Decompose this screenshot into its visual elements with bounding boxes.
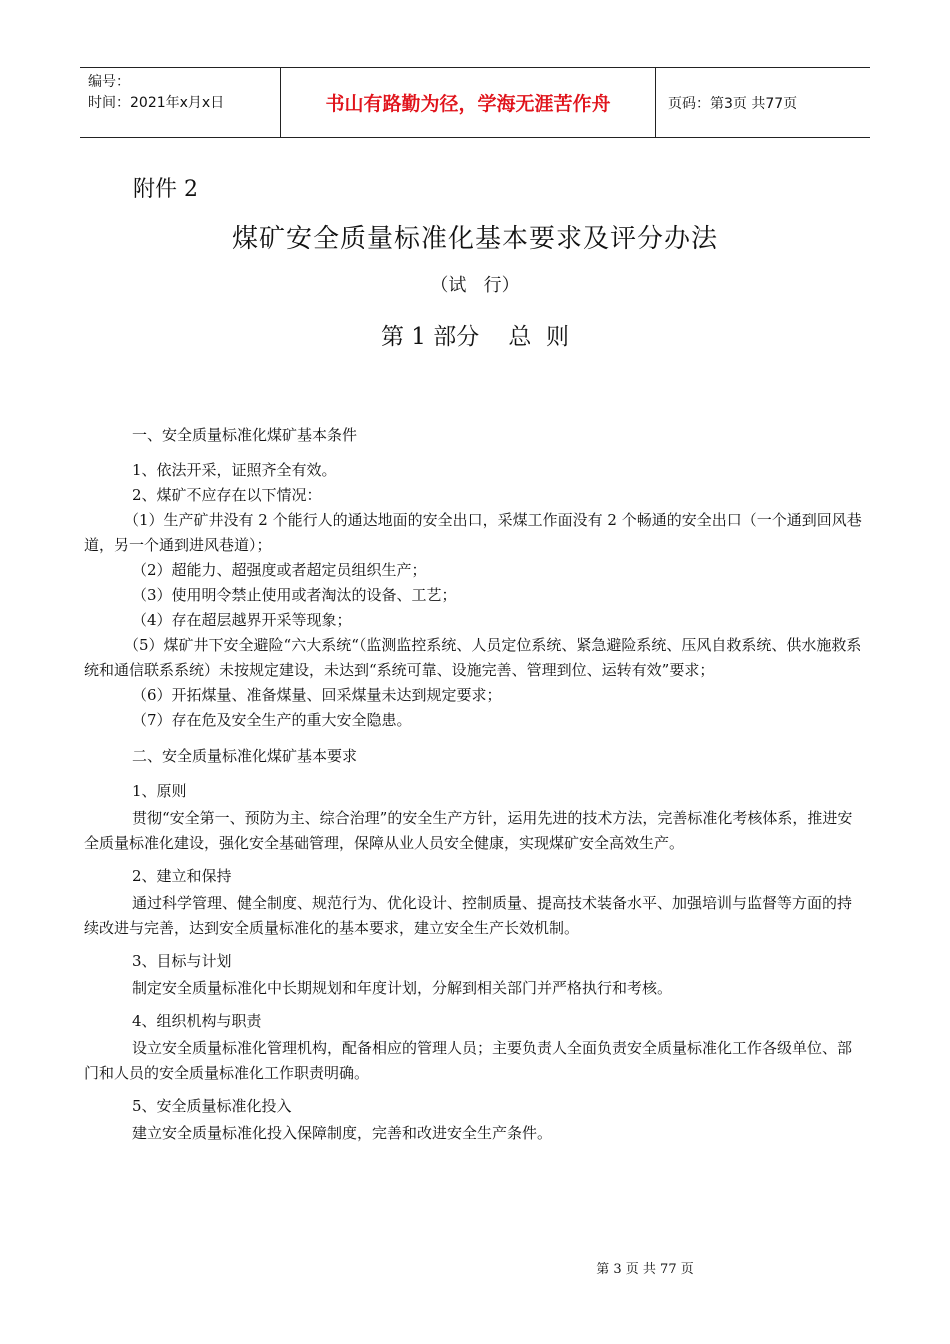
subsection-heading: 1、原则 xyxy=(132,782,187,800)
list-item: （6）开拓煤量、准备煤量、回采煤量未达到规定要求； xyxy=(132,686,502,704)
section-heading: 二、安全质量标准化煤矿基本要求 xyxy=(132,747,358,765)
header-page-info: 页码：第3页 共77页 xyxy=(668,95,798,112)
doc-number-label: 编号： xyxy=(88,74,130,90)
subsection-heading: 4、组织机构与职责 xyxy=(132,1012,262,1030)
list-item: （4）存在超层越界开采等现象； xyxy=(132,611,352,629)
list-item: （1）生产矿井没有 2 个能行人的通达地面的安全出口，采煤工作面没有 2 个畅通的安全出口（一个通到回风巷道，另一个通到进风巷道）； xyxy=(84,511,862,554)
list-item: 1、依法开采，证照齐全有效。 xyxy=(132,461,337,479)
list-item: （3）使用明令禁止使用或者淘汰的设备、工艺； xyxy=(132,586,457,604)
page-footer: 第 3 页 共 77 页 xyxy=(596,1262,694,1277)
part-title: 第 1 部分 总 则 xyxy=(380,324,570,350)
paragraph: 设立安全质量标准化管理机构，配备相应的管理人员；主要负责人全面负责安全质量标准化工作各级单位、部门和人员的安全质量标准化工作职责明确。 xyxy=(84,1039,853,1082)
attachment-label: 附件 2 xyxy=(133,177,198,202)
header-motto: 书山有路勤为径，学海无涯苦作舟 xyxy=(280,68,656,137)
paragraph: 制定安全质量标准化中长期规划和年度计划，分解到相关部门并严格执行和考核。 xyxy=(132,979,673,997)
subsection-heading: 5、安全质量标准化投入 xyxy=(132,1097,292,1115)
list-item: （7）存在危及安全生产的重大安全隐患。 xyxy=(132,711,412,729)
list-item: （2）超能力、超强度或者超定员组织生产； xyxy=(132,561,427,579)
document-body xyxy=(84,420,862,1146)
doc-time-label: 时间：2021年x月x日 xyxy=(88,95,225,111)
paragraph: 建立安全质量标准化投入保障制度，完善和改进安全生产条件。 xyxy=(132,1124,553,1142)
list-item: 2、煤矿不应存在以下情况： xyxy=(132,486,322,504)
list-item: （5）煤矿井下安全避险“六大系统“（监测监控系统、人员定位系统、紧急避险系统、压风自救系统、供水施救系统和通信联系系统）未按规定建设，未达到“系统可靠、设施完善、管理到位、运转有效”要求； xyxy=(84,636,862,679)
paragraph: 贯彻“安全第一、预防为主、综合治理”的安全生产方针，运用先进的技术方法，完善标准化考核体系，推进安全质量标准化建设，强化安全基础管理，保障从业人员安全健康，实现煤矿安全高效生产。 xyxy=(84,809,853,852)
document-subtitle: （试 行） xyxy=(430,275,520,296)
subsection-heading: 2、建立和保持 xyxy=(132,867,232,885)
paragraph: 通过科学管理、健全制度、规范行为、优化设计、控制质量、提高技术装备水平、加强培训与监督等方面的持续改进与完善，达到安全质量标准化的基本要求，建立安全生产长效机制。 xyxy=(84,894,853,937)
section-heading: 一、安全质量标准化煤矿基本条件 xyxy=(132,426,358,444)
subsection-heading: 3、目标与计划 xyxy=(132,952,232,970)
page-header xyxy=(80,67,870,138)
document-title: 煤矿安全质量标准化基本要求及评分办法 xyxy=(231,224,718,254)
header-meta xyxy=(80,68,280,137)
